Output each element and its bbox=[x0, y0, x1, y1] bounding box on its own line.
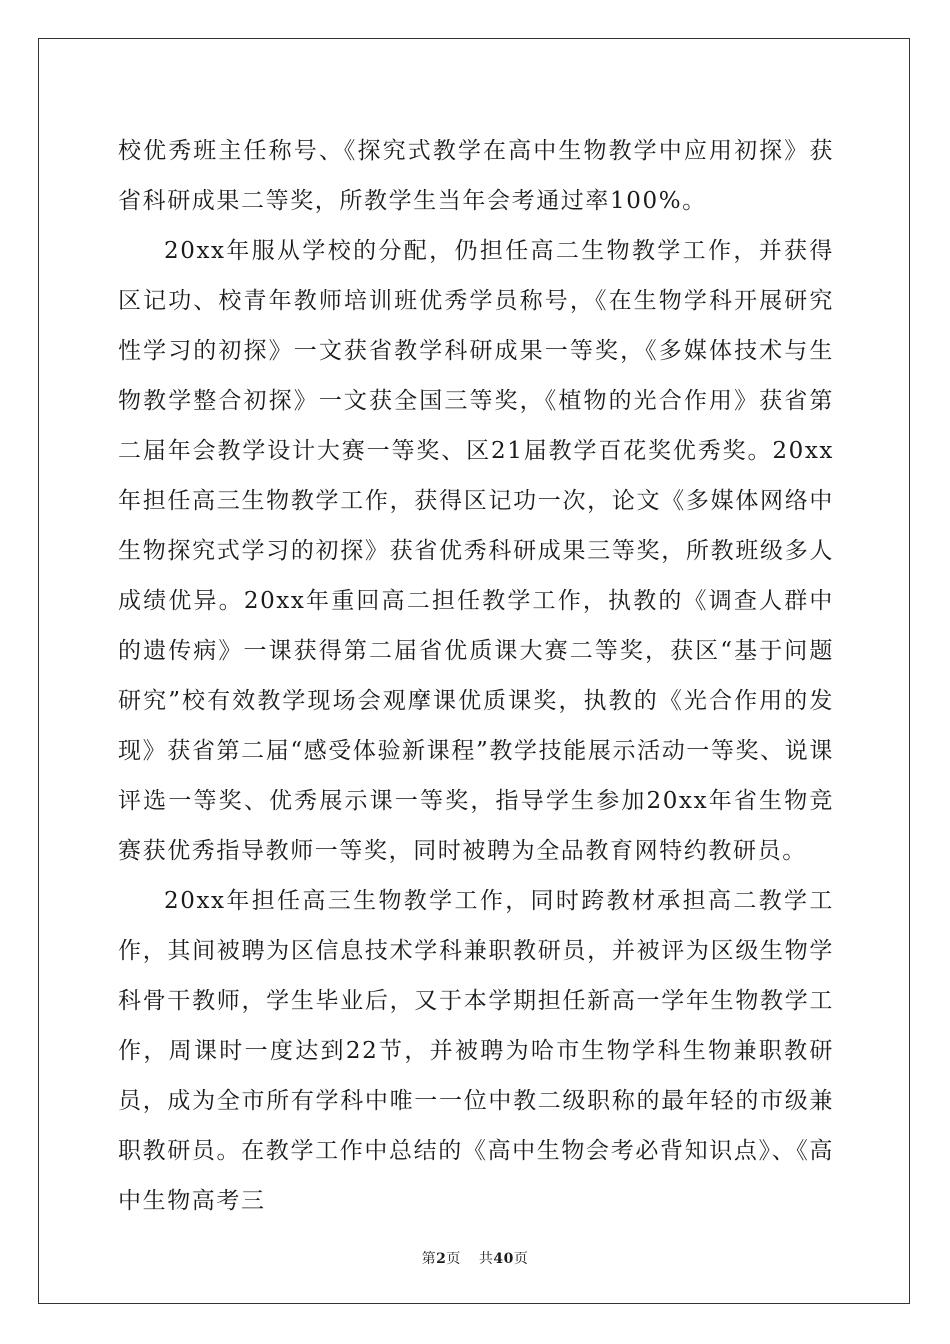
page-prefix: 第 bbox=[421, 1251, 437, 1267]
document-body bbox=[118, 126, 834, 1226]
page-footer bbox=[0, 1248, 950, 1268]
total-prefix: 共 bbox=[478, 1251, 494, 1267]
paragraph-3: 20xx年担任高三生物教学工作，同时跨教材承担高二教学工作，其间被聘为区信息技术学科兼职教研员，并被评为区级生物学科骨干教师，学生毕业后，又于本学期担任新高一学年生物教学工作，周课时一度达到22节，并被聘为哈市生物学科生物兼职教研员，成为全市所有学科中唯一一位中教二级职称的最年轻的市级兼职教研员。在教学工作中总结的《高中生物会考必背知识点》、《高中生物高考三 bbox=[118, 888, 834, 1214]
paragraph-2: 20xx年服从学校的分配，仍担任高二生物教学工作，并获得区记功、校青年教师培训班优秀学员称号，《在生物学科开展研究性学习的初探》一文获省教学科研成果一等奖，《多媒体技术与生物教学整合初探》一文获全国三等奖，《植物的光合作用》获省第二届年会教学设计大赛一等奖、区21届教学百花奖优秀奖。20xx年担任高三生物教学工作，获得区记功一次，论文《多媒体网络中生物探究式学习的初探》获省优秀科研成果三等奖，所教班级多人成绩优异。20xx年重回高二担任教学工作，执教的《调查人群中的遗传病》一课获得第二届省优质课大赛二等奖，获区“基于问题研究”校有效教学现场会观摩课优质课奖，执教的《光合作用的发现》获省第二届“感受体验新课程”教学技能展示活动一等奖、说课评选一等奖、优秀展示课一等奖，指导学生参加20xx年省生物竞赛获优秀指导教师一等奖，同时被聘为全品教育网特约教研员。 bbox=[118, 238, 834, 864]
page-suffix: 页 bbox=[446, 1251, 461, 1267]
paragraph-1: 校优秀班主任称号、《探究式教学在高中生物教学中应用初探》获省科研成果二等奖，所教学生当年会考通过率100%。 bbox=[118, 138, 834, 214]
total-suffix: 页 bbox=[513, 1251, 529, 1267]
total-pages-number: 40 bbox=[493, 1251, 514, 1267]
current-page-number: 2 bbox=[436, 1251, 447, 1267]
